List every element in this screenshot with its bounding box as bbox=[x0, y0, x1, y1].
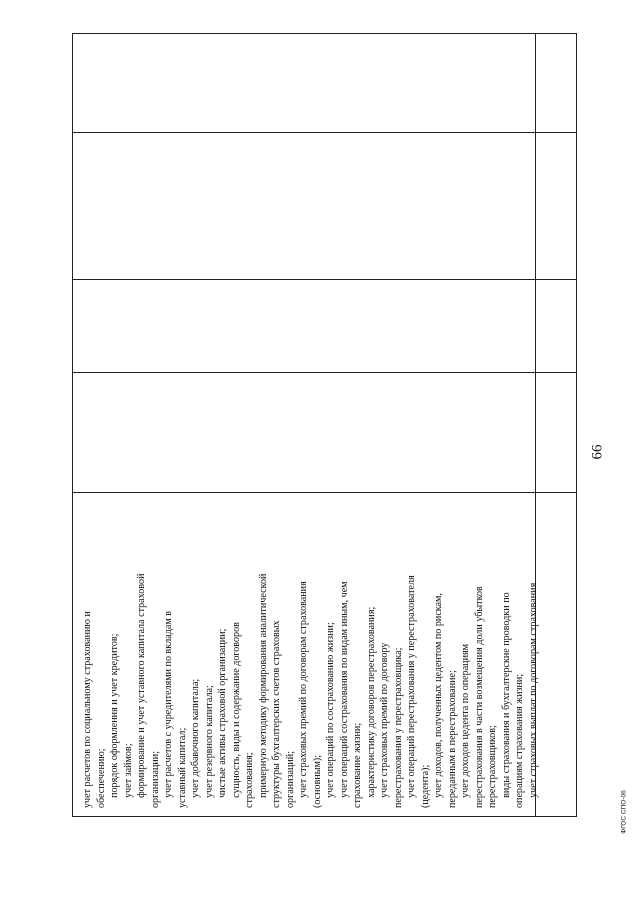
content-line: характеристику договоров перестрахования; bbox=[365, 606, 377, 808]
content-line: учет доходов, полученных цедентом по рискам, bbox=[433, 593, 444, 808]
content-line: уставный капитал; bbox=[176, 727, 188, 808]
content-line: учет займов; bbox=[122, 743, 134, 808]
content-line: виды страхования и бухгалтерские проводки по bbox=[500, 592, 512, 808]
content-line: чистые активы страховой организации; bbox=[217, 628, 228, 808]
content-line: сущность, виды и содержание договоров bbox=[230, 622, 242, 808]
content-line: учет расчетов по социальному страхованию и bbox=[82, 611, 93, 808]
content-line: страхования; bbox=[244, 752, 255, 808]
content-line: учет доходов цедента по операциям bbox=[460, 643, 471, 808]
content-line: (цедента); bbox=[419, 764, 431, 808]
content-line: учет операций перестрахования у перестрахователя bbox=[406, 575, 417, 808]
content-line: учет страховых премий по договору bbox=[379, 642, 390, 808]
content-line: переданным в перестрахование; bbox=[446, 670, 458, 808]
content-line: организации; bbox=[149, 751, 161, 808]
content-line: операциям страхования жизни; bbox=[514, 673, 525, 808]
page-number: 66 bbox=[589, 444, 606, 460]
content-line: учет операций по сострахованию жизни; bbox=[325, 622, 336, 808]
content-line: порядок оформления и учет кредитов; bbox=[109, 633, 120, 808]
content-line: учет добавочного капитала; bbox=[190, 678, 201, 808]
content-line: организаций; bbox=[284, 751, 296, 808]
content-line: обеспечению; bbox=[95, 748, 107, 808]
content-line: учет страховых премий по договорам страхования bbox=[298, 581, 309, 808]
content-line: (основным); bbox=[311, 754, 323, 808]
content-line: формирование и учет уставного капитала страховой bbox=[136, 573, 147, 808]
content-line: перестрахования у перестраховщика; bbox=[392, 647, 404, 808]
footer-code: ФГОС СПО-06 bbox=[620, 790, 628, 834]
content-line: учет операций сострахования по видам иным, чем bbox=[338, 581, 350, 808]
row-divider-2 bbox=[73, 279, 576, 280]
row-divider-1 bbox=[73, 132, 576, 133]
content-cell bbox=[80, 492, 572, 810]
content-line: перестраховщиков; bbox=[487, 725, 498, 808]
content-line: страхование жизни; bbox=[352, 722, 363, 808]
content-line: учет страховых выплат по договорам страхования bbox=[527, 582, 539, 808]
content-text bbox=[80, 492, 572, 810]
content-line: перестрахования в части возмещения доли убытков bbox=[473, 586, 485, 808]
row-divider-3 bbox=[73, 372, 576, 373]
content-line: структуры бухгалтерских счетов страховых bbox=[271, 620, 282, 808]
content-line: учет резервного капитала; bbox=[203, 685, 215, 808]
content-line: примерную методику формирования аналитической bbox=[257, 573, 269, 808]
content-line: учет расчетов с учредителями по вкладам в bbox=[163, 610, 174, 808]
